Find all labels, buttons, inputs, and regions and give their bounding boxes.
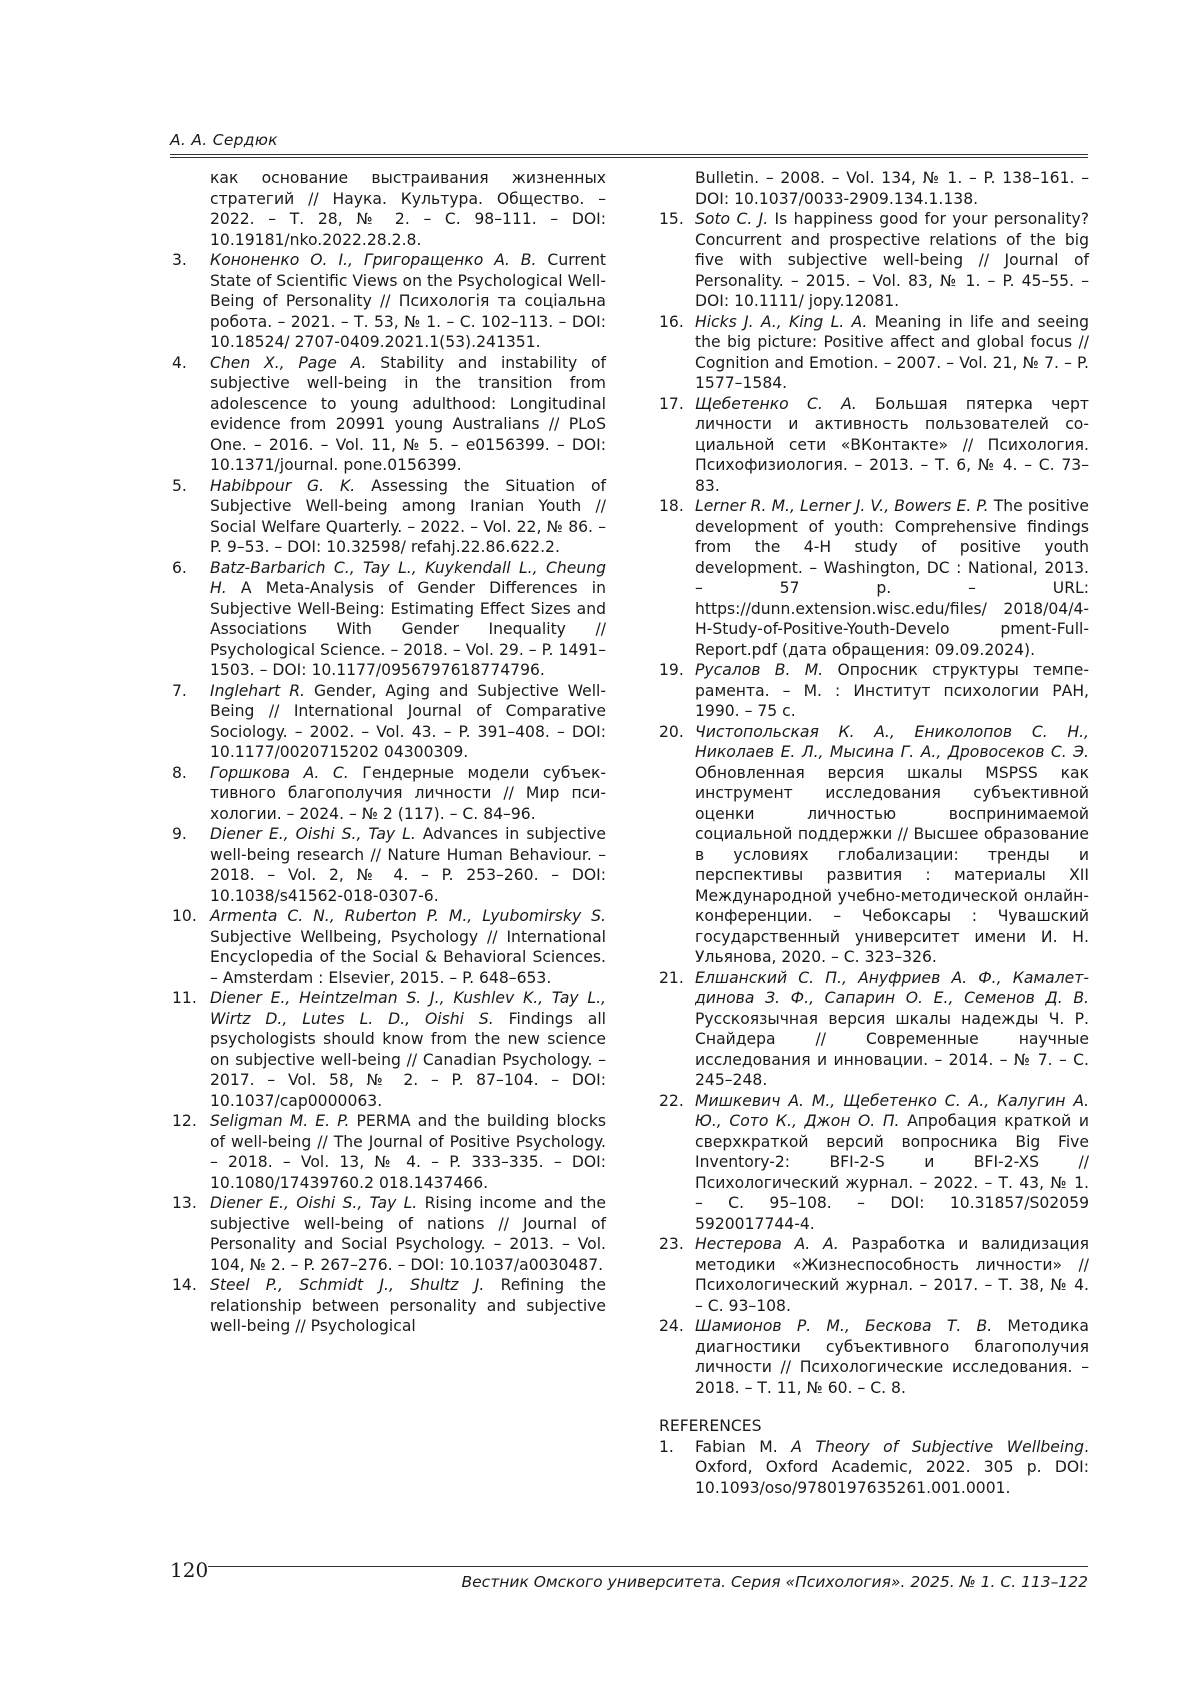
entry-text: Опросник структуры темперамента. – М. : Институт психологии РАН, 1990. – 75 с.	[695, 661, 1089, 720]
entry-number: 6.	[172, 558, 187, 577]
entry-text: Апробация краткой и сверхкраткой версий вопросника Big Five Inventory-2: BFI-2-S и BFI-2-XS // Психологический журнал. – 2022. – Т. 43, № 1. – С. 95–108. – DOI: 10.31857/S02059 5920017744-4.	[695, 1112, 1089, 1233]
entry-number: 8.	[172, 763, 187, 782]
entry-authors: Diener E., Oishi S., Tay L.	[210, 825, 416, 843]
entry-authors: Нестерова А. А.	[695, 1235, 839, 1253]
entry-text: Большая пятерка черт личности и активность пользователей социальной сети «ВКонтакте» // Психология. Психофизиология. – 2013. – Т. 6, № 4. – С. 73–83.	[695, 394, 1089, 495]
entry-authors: Diener E., Heintzelman S. J., Kushlev K., Tay L., Wirtz D., Lutes L. D., Oishi S.	[210, 989, 606, 1028]
footer-divider	[208, 1566, 1088, 1567]
entry-text: Rising income and the subjective well-being of nations // Journal of Personality and Social Psychology. – 2013. – Vol. 104, № 2. – P. 267–276. – DOI: 10.1037/a0030487.	[210, 1194, 606, 1274]
entry-authors: Inglehart R.	[210, 681, 306, 700]
bibliography-entry	[172, 353, 606, 476]
bibliography-entry	[659, 312, 1089, 394]
entry-authors: Hicks J. A., King L. A.	[695, 312, 868, 331]
entry-authors: Русалов В. М.	[695, 661, 824, 679]
entry-authors: Seligman M. E. P.	[210, 1112, 350, 1130]
bibliography-entry	[659, 968, 1089, 1091]
entry-number: 14.	[172, 1276, 197, 1294]
entry-authors: Елшанский С. П., Ануфриев А. Ф., Камалетдинова З. Ф., Сапарин О. Е., Семенов Д. В.	[695, 968, 1089, 1007]
bibliography-entry	[659, 1316, 1089, 1398]
entry-text: Is happiness good for your personality? Concurrent and prospective relations of the big five with subjective well-being // Journal of Personality. – 2015. – Vol. 83, № 1. – P. 45–55. – DOI: 10.1111/ jopy.12081.	[695, 210, 1089, 310]
entry-authors: Steel P., Schmidt J., Shultz J.	[210, 1276, 485, 1294]
entry-text: Методика диагностики субъективного благополучия личности // Психологические исследования. – 2018. – Т. 11, № 60. – С. 8.	[695, 1317, 1089, 1397]
entry-authors: Кононенко О. І., Григоращенко А. В.	[210, 251, 537, 269]
bibliography-right-column	[659, 168, 1089, 1498]
entry-number: 19.	[659, 661, 684, 679]
bibliography-entry	[659, 1234, 1089, 1316]
entry-authors: Chen X., Page A.	[210, 353, 367, 372]
bibliography-entry	[659, 496, 1089, 660]
entry-text: Advances in subjective well-being research // Nature Human Behaviour. – 2018. – Vol. 2, № 4. – P. 253–260. – DOI: 10.1038/s41562-018-0307-6.	[210, 825, 606, 905]
entry-text: Русскоязычная версия шкалы надежды Ч. Р. Снайдера // Современные научные исследования и инновации. – 2014. – № 7. – С. 245–248.	[695, 1009, 1089, 1089]
entry-number: 18.	[659, 497, 684, 515]
entry-authors: Habibpour G. K.	[210, 476, 356, 495]
bibliography-entry	[172, 988, 606, 1111]
entry-text: Gender, Aging and Subjective Well-Being // International Journal of Comparative Sociology. – 2002. – Vol. 43. – P. 391–408. – DOI: 10.1177/0020715202 04300309.	[210, 681, 606, 761]
entry-number: 1.	[659, 1437, 674, 1456]
entry-number: 9.	[172, 825, 187, 843]
entry-authors: Шамионов Р. М., Бескова Т. В.	[695, 1317, 993, 1335]
bibliography-entry	[172, 558, 606, 681]
entry-text: Обновленная версия шкалы MSPSS как инструмент исследования субъективной оценки личностью воспринимаемой социальной поддержки // Высшее образование в условиях глобализации: тренды и перспективы развития : материалы XII Международной учебно-методической онлайн-конференции. – Чебоксары : Чувашский государственный университет имени И. Н. Ульянова, 2020. – С. 323–326.	[695, 763, 1089, 966]
bibliography-left-column	[172, 168, 606, 1337]
entry-text: Разработка и валидизация методики «Жизнеспособность личности» // Психологический журнал. – 2017. – Т. 38, № 4. – С. 93–108.	[695, 1235, 1089, 1315]
bibliography-entry	[172, 906, 606, 988]
entry-number: 22.	[659, 1091, 684, 1110]
bibliography-entry	[172, 1111, 606, 1193]
bibliography-entry	[172, 1275, 606, 1337]
entry-text: Findings all psychologists should know from the new science on subjective well-being // Canadian Psychology. – 2017. – Vol. 58, № 2. – P. 87–104. – DOI: 10.1037/cap0000063.	[210, 1009, 606, 1110]
entry-authors: Мишкевич А. М., Щебетенко С. А., Калугин А. Ю., Сото К., Джон О. П.	[695, 1091, 1089, 1130]
entry-number: 20.	[659, 722, 684, 741]
entry-number: 17.	[659, 394, 684, 413]
bibliography-entry	[172, 476, 606, 558]
entry-text: Refining the relationship between personality and subjective well-being // Psychological	[210, 1276, 606, 1335]
entry-text: Subjective Wellbeing, Psychology // International Encyclopedia of the Social & Behavioral Sciences. – Amsterdam : Elsevier, 2015. – P. 648–653.	[210, 927, 606, 987]
bibliography-right-entries	[659, 168, 1089, 1398]
bibliography-entry	[172, 681, 606, 763]
entry-number: 3.	[172, 251, 187, 269]
header-divider-secondary	[170, 157, 1088, 158]
bibliography-entry	[659, 1091, 1089, 1235]
entry-authors: A Theory of Subjective Wellbeing	[791, 1437, 1085, 1456]
entry-authors: Armenta C. N., Ruberton P. M., Lyubomirsky S.	[210, 907, 606, 925]
entry-number: 10.	[172, 907, 197, 925]
entry-text: . Oxford, Oxford Academic, 2022. 305 p. DOI: 10.1093/oso/9780197635261.001.0001.	[695, 1437, 1089, 1497]
entry-authors: Lerner R. M., Lerner J. V., Bowers E. P.	[695, 497, 989, 515]
bibliography-entry	[659, 1437, 1089, 1499]
bibliography-entry	[659, 722, 1089, 968]
entry-authors: Горшкова А. С.	[210, 763, 349, 782]
references-heading: REFERENCES	[659, 1417, 762, 1435]
bibliography-entry	[172, 250, 606, 353]
entry-authors: Чистопольская К. А., Ениколопов С. Н., Николаев Е. Л., Мысина Г. А., Дровосеков С. Э.	[695, 722, 1089, 761]
entry-number: 21.	[659, 968, 684, 987]
bibliography-entry	[172, 763, 606, 825]
entry-text: The positive development of youth: Comprehensive findings from the 4-H study of positive youth development. – Washington, DC : National, 2013. – 57 p. – URL: https://dunn.extension.wisc.edu/files/ 2018/04/4-H-Study-of-Positive-Youth-Develo pment-Full-Report.pdf (дата обращения: 09.09.2024).	[695, 497, 1089, 659]
entry-authors: Щебетенко С. А.	[695, 394, 857, 413]
entry-number: 15.	[659, 210, 684, 228]
entry-authors: Soto C. J.	[695, 210, 769, 228]
references-list	[659, 1437, 1089, 1499]
entry-text: A Meta-Analysis of Gender Differences in Subjective Well-Being: Estimating Effect Sizes and Associations With Gender Inequality // Psychological Science. – 2018. – Vol. 29. – P. 1491–1503. – DOI: 10.1177/0956797618774796.	[210, 579, 606, 679]
entry-number: 16.	[659, 312, 684, 331]
entry-number: 7.	[172, 681, 187, 700]
entry-number: 13.	[172, 1194, 197, 1212]
entry-number: 24.	[659, 1317, 684, 1335]
entry-authors: Batz-Barbarich C., Tay L., Kuykendall L., Cheung H.	[210, 558, 606, 597]
running-header-author: А. А. Сердюк	[170, 131, 278, 149]
bibliography-entry-continued	[659, 168, 1089, 209]
entry-number: 5.	[172, 476, 187, 495]
header-divider	[170, 154, 1088, 155]
entry-text: Current State of Scientific Views on the Psychological Well-Being of Personality // Психологія та соціальна робота. – 2021. – Т. 53, № 1. – С. 102–113. – DOI: 10.18524/ 2707-0409.2021.1(53).241351.	[210, 251, 606, 351]
bibliography-entry	[172, 824, 606, 906]
page-number: 120	[170, 1558, 209, 1582]
entry-text: Гендерные модели субъективного благополучия личности // Мир психологии. – 2024. – № 2 (117). – С. 84–96.	[210, 763, 607, 823]
journal-footer: Вестник Омского университета. Серия «Психология». 2025. № 1. С. 113–122	[461, 1573, 1088, 1591]
bibliography-entry-continued	[172, 168, 606, 250]
entry-text: Fabian M.	[695, 1437, 792, 1456]
entry-text: PERMA and the building blocks of well-being // The Journal of Positive Psychology. – 2018. – Vol. 13, № 4. – P. 333–335. – DOI: 10.1080/17439760.2 018.1437466.	[210, 1112, 606, 1192]
entry-number: 4.	[172, 353, 187, 372]
entry-text: как основание выстраивания жизненных стратегий // Наука. Культура. Общество. – 2022. – Т. 28, № 2. – С. 98–111. – DOI: 10.19181/nko.2022.28.2.8.	[210, 169, 606, 249]
entry-text: Meaning in life and seeing the big picture: Positive affect and global focus // Cognition and Emotion. – 2007. – Vol. 21, № 7. – P. 1577–1584.	[695, 312, 1089, 392]
bibliography-entry	[659, 394, 1089, 497]
entry-number: 23.	[659, 1235, 684, 1253]
entry-number: 12.	[172, 1112, 197, 1130]
entry-authors: Diener E., Oishi S., Tay L.	[210, 1194, 418, 1212]
bibliography-entry	[659, 660, 1089, 722]
bibliography-entry	[659, 209, 1089, 312]
entry-number: 11.	[172, 989, 197, 1007]
entry-text: Bulletin. – 2008. – Vol. 134, № 1. – P. 138–161. – DOI: 10.1037/0033-2909.134.1.138.	[695, 169, 1089, 208]
entry-text: Assessing the Situation of Subjective Well-being among Iranian Youth // Social Welfare Quarterly. – 2022. – Vol. 22, № 86. – P. 9–53. – DOI: 10.32598/ refahj.22.86.622.2.	[210, 476, 607, 556]
entry-text: Stability and instability of subjective well-being in the transition from adolescence to young adulthood: Longitudinal evidence from 20991 young Australians // PLoS One. – 2016. – Vol. 11, № 5. – e0156399. – DOI: 10.1371/journal. pone.0156399.	[210, 353, 606, 474]
bibliography-entry	[172, 1193, 606, 1275]
